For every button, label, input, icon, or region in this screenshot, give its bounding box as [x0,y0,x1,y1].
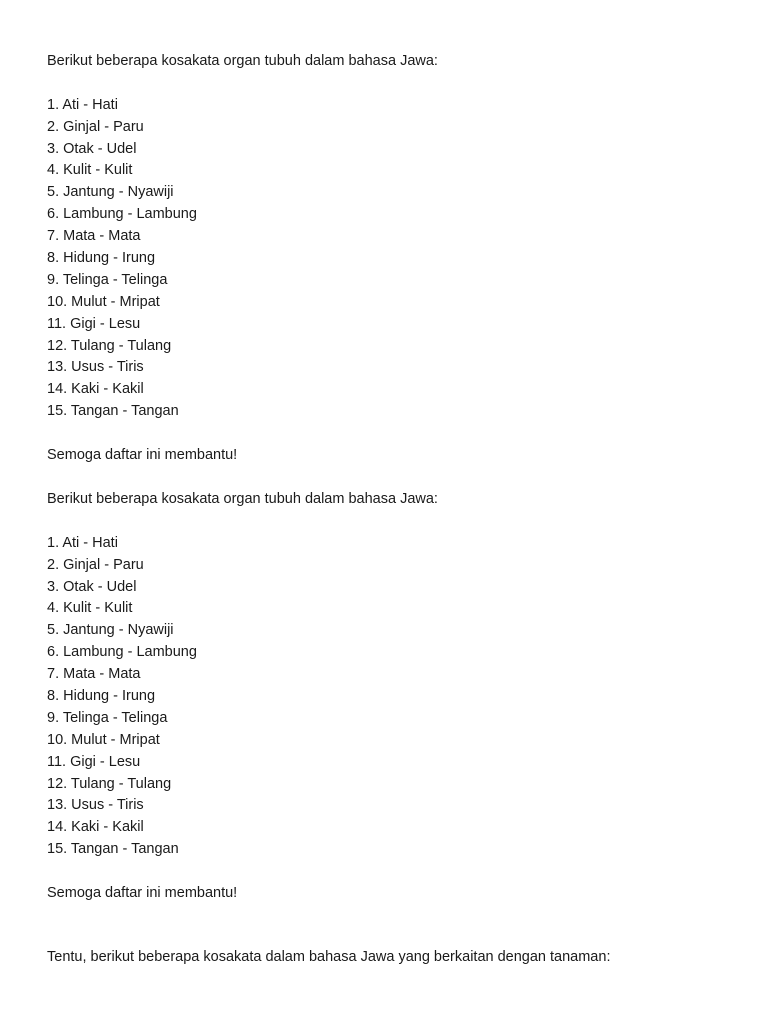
intro-text: Berikut beberapa kosakata organ tubuh dalam bahasa Jawa: [47,53,438,69]
list-item: 13. Usus - Tiris [47,359,144,376]
list-item: 15. Tangan - Tangan [47,403,179,420]
closing-text: Semoga daftar ini membantu! [47,885,238,902]
list-item: 4. Kulit - Kulit [47,162,133,179]
blank-line [47,73,438,95]
section-organ-list-1 [47,51,438,467]
section-organ-list-2 [47,489,438,905]
list-item: 11. Gigi - Lesu [47,315,141,332]
list-item: 7. Mata - Mata [47,666,141,683]
vocabulary-list [47,533,438,861]
list-item: 14. Kaki - Kakil [47,381,144,398]
vocabulary-list [47,95,438,423]
list-item: 1. Ati - Hati [47,96,118,113]
list-item: 1. Ati - Hati [47,534,118,551]
list-item: 10. Mulut - Mripat [47,731,160,748]
list-item: 7. Mata - Mata [47,228,141,245]
list-item: 9. Telinga - Telinga [47,709,168,726]
section-plant-vocab [47,947,610,969]
list-item: 2. Ginjal - Paru [47,118,144,135]
list-item: 3. Otak - Udel [47,578,137,595]
blank-line [47,861,438,883]
list-item: 12. Tulang - Tulang [47,775,172,792]
list-item: 15. Tangan - Tangan [47,841,179,858]
list-item: 5. Jantung - Nyawiji [47,622,174,639]
list-item: 6. Lambung - Lambung [47,206,197,223]
list-item: 11. Gigi - Lesu [47,753,141,770]
list-item: 14. Kaki - Kakil [47,819,144,836]
closing-text: Semoga daftar ini membantu! [47,447,238,464]
blank-line [47,511,438,533]
list-item: 8. Hidung - Irung [47,688,156,705]
intro-text: Berikut beberapa kosakata organ tubuh dalam bahasa Jawa: [47,491,438,507]
list-item: 13. Usus - Tiris [47,797,144,814]
list-item: 6. Lambung - Lambung [47,644,197,661]
list-item: 2. Ginjal - Paru [47,556,144,573]
list-item: 3. Otak - Udel [47,140,137,157]
list-item: 9. Telinga - Telinga [47,271,168,288]
list-item: 4. Kulit - Kulit [47,600,133,617]
list-item: 10. Mulut - Mripat [47,293,160,310]
list-item: 5. Jantung - Nyawiji [47,184,174,201]
intro-text: Tentu, berikut beberapa kosakata dalam bahasa Jawa yang berkaitan dengan tanaman: [47,949,611,965]
list-item: 12. Tulang - Tulang [47,337,172,354]
list-item: 8. Hidung - Irung [47,250,156,267]
blank-line [47,423,438,445]
